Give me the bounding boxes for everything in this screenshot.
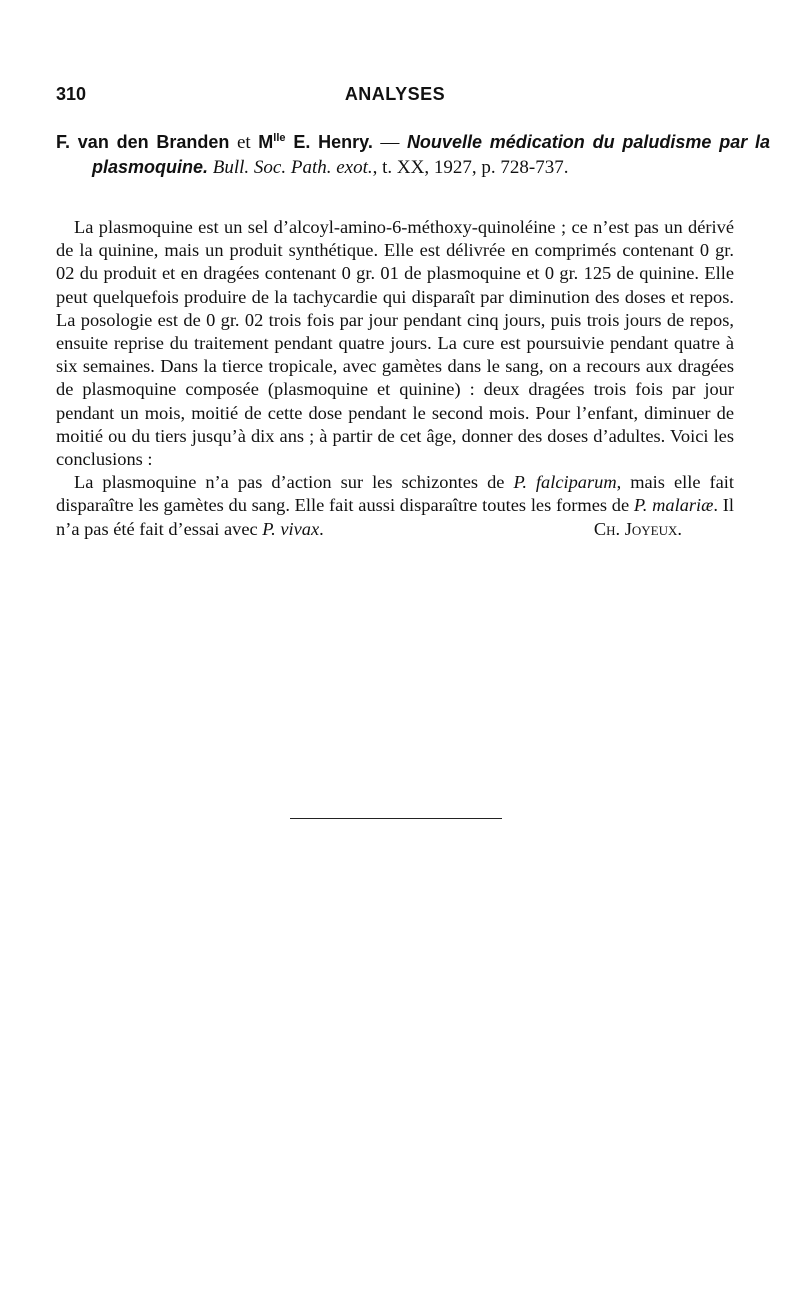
section-title: ANALYSES: [344, 84, 446, 104]
species-malariae: P. malariæ: [633, 495, 714, 516]
section-divider: [290, 818, 502, 819]
journal-name: Bull. Soc. Path. exot.: [212, 157, 373, 178]
author-2: [258, 132, 373, 152]
species-falciparum: P. falciparum: [513, 472, 617, 493]
species-vivax: P. vivax: [262, 518, 320, 539]
running-head: [56, 84, 734, 114]
paragraph-2: [56, 471, 734, 541]
author-2-prefix: M: [258, 132, 274, 152]
reviewer-signature: Ch. Joyeux.: [593, 518, 682, 539]
citation: [56, 130, 770, 180]
article-title: Nouvelle médication du paludisme par la plasmoquine.: [92, 132, 771, 177]
citation-details: , t. XX, 1927, p. 728-737.: [372, 157, 569, 178]
author-2-superscript: lle: [273, 132, 286, 144]
p2-text-1: La plasmoquine n’a pas d’action sur les schizontes de: [74, 472, 514, 493]
abstract-body: [56, 216, 734, 541]
page-number: 310: [56, 84, 87, 104]
paragraph-1: La plasmoquine est un sel d’alcoyl-amino-6-méthoxy-quinoléine ; ce n’est pas un dérivé de la quinine, mais un produit synthétique. Elle est délivrée en comprimés contenant 0 gr. 02 du produit et en dragées contenant 0 gr. 01 de plasmoquine et 0 gr. 125 de quinine. Elle peut quelquefois produire de la tachycardie qui disparaît par diminution des doses et repos. La posologie est de 0 gr. 02 trois fois par jour pendant cinq jours, puis trois jours de repos, ensuite reprise du traitement pendant quatre jours. La cure est poursuivie pendant quatre à six semaines. Dans la tierce tropicale, avec gamètes dans le sang, on a recours aux dragées de plasmoquine composée (plasmoquine et quinine) : deux dragées trois fois par jour pendant un mois, moitié de cette dose pendant le second mois. Pour l’enfant, diminuer de moitié ou du tiers jusqu’à dix ans ; à partir de cet âge, donner des doses d’adultes. Voici les conclusions :: [56, 217, 734, 470]
author-2-name: E. Henry.: [293, 132, 373, 152]
author-1: F. van den Branden: [56, 132, 230, 152]
p2-text-3: . Il n’a pas été fait d’essai avec: [56, 495, 734, 539]
author-connector: et: [237, 132, 251, 153]
citation-dash: —: [372, 132, 407, 153]
p2-text-4: .: [319, 518, 324, 539]
p2-text-2: , mais elle fait disparaître les gamètes du sang. Elle fait aussi disparaître toutes les formes de: [56, 472, 734, 516]
